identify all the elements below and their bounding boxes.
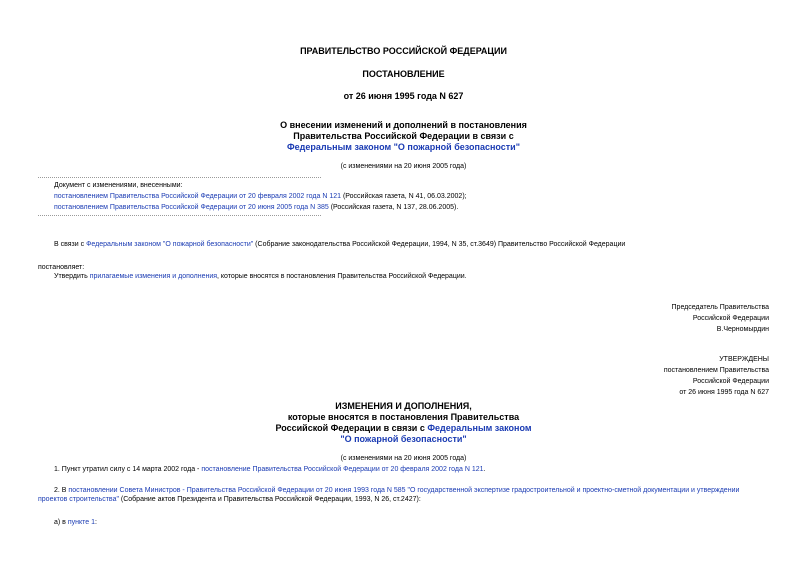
amendments-intro: Документ с изменениями, внесенными:	[54, 182, 183, 189]
annex-changes-note: (с изменениями на 20 июня 2005 года)	[340, 455, 467, 462]
approved-date: от 26 июня 1995 года N 627	[679, 389, 769, 396]
amendments-bottom-rule	[38, 215, 321, 216]
signature-name: В.Черномырдин	[716, 326, 769, 333]
annex-item-1-link[interactable]: постановление Правительства Российской Федерации от 20 февраля 2002 года N 121	[201, 466, 484, 473]
annex-item-2-link-a[interactable]: постановлении Совета Министров - Правительства Российской Федерации от 20 июня 1993 года N 585 "О государственной экспертизе градостроительной и проектно-сметной документации и утверждении	[68, 487, 740, 494]
preamble-text-start: В связи с	[54, 241, 87, 248]
signature-country: Российской Федерации	[692, 315, 769, 322]
amendments-top-rule	[38, 177, 321, 178]
annex-item-2-link-b[interactable]: проектов строительства"	[38, 496, 119, 503]
amendments-box	[54, 180, 467, 213]
annex-item-1-text: 1. Пункт утратил силу с 14 марта 2002 года -	[54, 466, 202, 473]
annex-law-link[interactable]: Федеральным законом	[427, 423, 532, 433]
decides-word: постановляет:	[38, 264, 85, 271]
annex-sub-a	[54, 518, 97, 527]
changes-note: (с изменениями на 20 июня 2005 года)	[340, 163, 467, 170]
annex-item-2-line1	[38, 486, 770, 495]
approve-text-start: Утвердить	[54, 273, 90, 280]
annex-item-1-end: .	[483, 466, 486, 473]
government-heading: ПРАВИТЕЛЬСТВО РОССИЙСКОЙ ФЕДЕРАЦИИ	[300, 46, 507, 56]
approve-text-end: , которые вносятся в постановления Правительства Российской Федерации.	[217, 273, 467, 280]
signature-block	[672, 302, 769, 335]
annex-item-2-line2	[38, 495, 770, 504]
signature-position: Председатель Правительства	[671, 304, 769, 311]
amendment-source-2: (Российская газета, N 137, 28.06.2005).	[328, 204, 459, 211]
fire-safety-law-title-link[interactable]: Федеральным законом "О пожарной безопасности"	[287, 142, 520, 152]
annex-item-1	[54, 465, 485, 474]
approved-country: Российской Федерации	[692, 378, 769, 385]
amendment-link-2002[interactable]: постановлением Правительства Российской Федерации от 20 февраля 2002 года N 121	[54, 193, 341, 200]
approved-stamp	[664, 354, 769, 398]
doc-type-heading: ПОСТАНОВЛЕНИЕ	[362, 69, 445, 79]
approved-by: постановлением Правительства	[663, 367, 769, 374]
preamble-law-link[interactable]: Федеральным законом "О пожарной безопасности"	[86, 241, 254, 248]
amendment-source-1: (Российская газета, N 41, 06.03.2002);	[341, 193, 467, 200]
annex-item-2-text: 2. В	[54, 487, 69, 494]
amendment-link-2005[interactable]: постановлением Правительства Российской Федерации от 20 июня 2005 года N 385	[54, 204, 329, 211]
doc-date-number: от 26 июня 1995 года N 627	[343, 91, 464, 101]
annex-sub-a-text: а) в	[54, 519, 68, 526]
annex-title-line3-text: Российской Федерации в связи с	[275, 423, 428, 433]
approved-label: УТВЕРЖДЕНЫ	[719, 356, 769, 363]
amendment-item-2	[54, 202, 467, 213]
annex-law-name-link[interactable]: "О пожарной безопасности"	[340, 434, 467, 444]
annex-title-line1: ИЗМЕНЕНИЯ И ДОПОЛНЕНИЯ,	[335, 401, 472, 411]
attached-changes-link[interactable]: прилагаемые изменения и дополнения	[89, 273, 218, 280]
preamble-text-end: (Собрание законодательства Российской Федерации, 1994, N 35, ст.3649) Правительство Российской Федерации	[253, 241, 626, 248]
annex-item-2-source: (Собрание актов Президента и Правительства Российской Федерации, 1993, N 26, ст.2427):	[118, 496, 421, 503]
annex-sub-a-link[interactable]: пункте 1	[67, 519, 95, 526]
annex-sub-a-end: :	[95, 519, 97, 526]
approve-paragraph	[54, 272, 467, 281]
preamble-paragraph	[54, 240, 625, 249]
doc-title-line1: О внесении изменений и дополнений в постановления	[280, 120, 527, 130]
doc-title	[0, 120, 807, 153]
annex-title-line3	[0, 423, 807, 434]
annex-item-2	[38, 486, 770, 504]
doc-title-line2: Правительства Российской Федерации в связи с	[293, 131, 514, 141]
amendment-item-1	[54, 191, 467, 202]
annex-title	[0, 401, 807, 445]
annex-title-line2: которые вносятся в постановления Правительства	[287, 412, 520, 422]
